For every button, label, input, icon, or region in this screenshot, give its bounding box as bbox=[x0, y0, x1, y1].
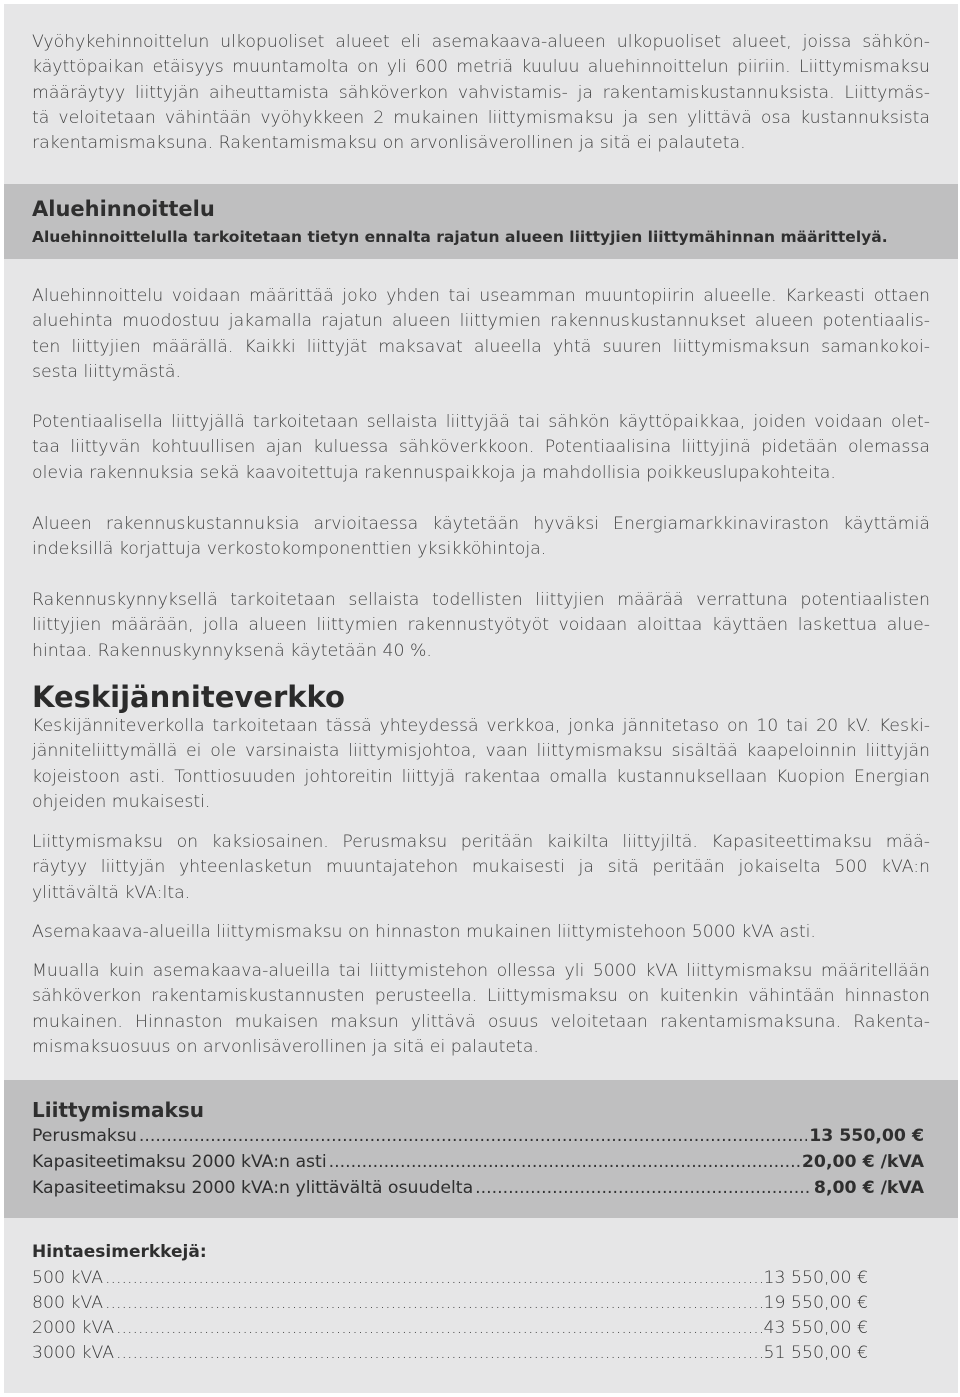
example-row bbox=[32, 1293, 868, 1313]
fee-label: Perusmaksu bbox=[32, 1126, 137, 1146]
liittymismaksu-box bbox=[4, 1080, 958, 1218]
dot-leader bbox=[116, 1343, 762, 1363]
fee-value: 13 550,00 € bbox=[809, 1126, 924, 1146]
dot-leader bbox=[475, 1178, 812, 1198]
keskijannite-heading: Keskijänniteverkko bbox=[32, 680, 345, 714]
example-label: 500 kVA bbox=[32, 1268, 104, 1288]
text-line: Alueen rakennuskustannuksia arvioitaessa käytetään hyväksi Energiamarkkinaviraston käyttämiä bbox=[32, 514, 930, 534]
fees-title: Liittymismaksu bbox=[32, 1098, 204, 1122]
text-line: mukainen. Hinnaston mukaisen maksun ylittävä osuus veloitetaan rakentamismaksuna. Rakenta- bbox=[32, 1011, 930, 1032]
fee-row-kapasiteetti-2000 bbox=[32, 1152, 924, 1172]
examples-title: Hintaesimerkkejä: bbox=[32, 1242, 207, 1262]
text-line: Keskijänniteverkolla tarkoitetaan tässä yhteydessä verkkoa, jonka jännitetaso on 10 tai 20 kV. Keski- bbox=[32, 716, 930, 736]
example-value: 51 550,00 € bbox=[763, 1343, 868, 1363]
text-line: kojeistoon asti. Tonttiosuuden johtoreitin liittyjä rakentaa omalla kustannuksellaan Kuopion Energian bbox=[32, 766, 930, 787]
text-line: Asemakaava-alueilla liittymismaksu on hinnaston mukainen liittymistehoon 5000 kVA asti. bbox=[32, 922, 816, 942]
example-value: 19 550,00 € bbox=[763, 1293, 868, 1313]
keskijannite-paragraph-1 bbox=[32, 714, 930, 815]
text-line: mismaksuosuus on arvonlisäverollinen ja sitä ei palauteta. bbox=[32, 1036, 539, 1057]
text-line: räytyy liittyjän yhteenlasketun muuntajatehon mukaisesti ja sitä peritään jokaiselta 500 kVA:n bbox=[32, 857, 930, 878]
aluehinnoittelu-paragraph-2 bbox=[32, 410, 930, 486]
dot-leader bbox=[329, 1152, 800, 1172]
text-line: liittyjien määrään, jolla alueen liittymien rakennustyötyöt voidaan aloittaa käyttäen laskettua alue- bbox=[32, 615, 930, 636]
text-line: sähköverkon rakentamiskustannusten perusteella. Liittymismaksu on kuitenkin vähintään hinnaston bbox=[32, 986, 930, 1007]
fee-label: Kapasiteetimaksu 2000 kVA:n asti bbox=[32, 1152, 327, 1172]
keskijannite-paragraph-4 bbox=[32, 959, 930, 1060]
dot-leader bbox=[116, 1318, 762, 1338]
fee-row-kapasiteetti-ylittava bbox=[32, 1178, 924, 1198]
example-label: 2000 kVA bbox=[32, 1318, 115, 1338]
aluehinnoittelu-paragraph-4 bbox=[32, 588, 930, 664]
example-row bbox=[32, 1343, 868, 1363]
text-line: Potentiaalisella liittyjällä tarkoitetaan sellaista liittyjää tai sähkön käyttöpaikkaa, joiden voidaan olet- bbox=[32, 412, 930, 432]
text-line: jänniteliittymällä ei ole varsinaista liittymisjohtoa, vaan liittymismaksu sisältää kaapeloinnin liittyjän bbox=[32, 741, 930, 762]
text-line: Liittymismaksu on kaksiosainen. Perusmaksu peritään kaikilta liittyjiltä. Kapasiteettimaksu mää- bbox=[32, 832, 930, 852]
example-value: 43 550,00 € bbox=[763, 1318, 868, 1338]
keskijannite-paragraph-2 bbox=[32, 830, 930, 906]
text-line: indeksillä korjattuja verkostokomponenttien yksikköhintoja. bbox=[32, 539, 547, 560]
text-line: aluehinta muodostuu jakamalla rajatun alueen liittymien rakennuskustannukset alueen potentiaalis- bbox=[32, 311, 930, 332]
text-line: sesta liittymästä. bbox=[32, 361, 181, 382]
aluehinnoittelu-box bbox=[4, 184, 958, 259]
text-line: Vyöhykehinnoittelun ulkopuoliset alueet eli asemakaava-alueen ulkopuoliset alueet, joissa sähkön- bbox=[32, 32, 930, 52]
fee-value: 8,00 € /kVA bbox=[813, 1178, 924, 1198]
example-row bbox=[32, 1318, 868, 1338]
aluehinnoittelu-paragraph-3 bbox=[32, 512, 930, 563]
dot-leader bbox=[139, 1126, 807, 1146]
section-title: Aluehinnoittelu bbox=[32, 197, 215, 221]
text-line: käyttöpaikan etäisyys muuntamolta on yli 600 metriä kuuluu aluehinnoittelun piiriin. Liittymismaksu bbox=[32, 57, 930, 78]
dot-leader bbox=[105, 1293, 762, 1313]
fee-row-perusmaksu bbox=[32, 1126, 924, 1146]
example-value: 13 550,00 € bbox=[763, 1268, 868, 1288]
text-line: määräytyy liittyjän aiheuttamista sähköverkon vahvistamis- ja rakentamiskustannuksista. Liittymäs- bbox=[32, 82, 930, 103]
example-label: 800 kVA bbox=[32, 1293, 104, 1313]
text-line: Aluehinnoittelu voidaan määrittää joko yhden tai useamman muuntopiirin alueelle. Karkeasti ottaen bbox=[32, 286, 930, 306]
dot-leader bbox=[105, 1268, 762, 1288]
example-row bbox=[32, 1268, 868, 1288]
aluehinnoittelu-paragraph-1 bbox=[32, 284, 930, 385]
fee-value: 20,00 € /kVA bbox=[801, 1152, 924, 1172]
intro-paragraph bbox=[32, 30, 930, 156]
fee-label: Kapasiteetimaksu 2000 kVA:n ylittävältä osuudelta bbox=[32, 1178, 474, 1198]
section-subtitle: Aluehinnoittelulla tarkoitetaan tietyn ennalta rajatun alueen liittyjien liittymähinnan määrittelyä. bbox=[32, 228, 888, 246]
text-line: ten liittyjien määrällä. Kaikki liittyjät maksavat alueella yhtä suuren liittymismaksun samankokoi- bbox=[32, 336, 930, 357]
text-line: taa liittyvän kohtuullisen ajan kuluessa sähköverkkoon. Potentiaalisina liittyjinä pidetään olemassa bbox=[32, 437, 930, 458]
text-line: Muualla kuin asemakaava-alueilla tai liittymistehon ollessa yli 5000 kVA liittymismaksu määritellään bbox=[32, 961, 930, 981]
document-page bbox=[4, 4, 958, 1393]
text-line: ohjeiden mukaisesti. bbox=[32, 791, 211, 812]
example-label: 3000 kVA bbox=[32, 1343, 115, 1363]
text-line: rakentamismaksuna. Rakentamismaksu on arvonlisäverollinen ja sitä ei palauteta. bbox=[32, 133, 746, 154]
text-line: ylittävältä kVA:lta. bbox=[32, 882, 191, 903]
text-line: Rakennuskynnyksellä tarkoitetaan sellaista todellisten liittyjien määrää verrattuna potentiaalisten bbox=[32, 590, 930, 610]
keskijannite-paragraph-3 bbox=[32, 920, 930, 945]
text-line: hintaa. Rakennuskynnyksenä käytetään 40 %. bbox=[32, 640, 432, 661]
text-line: olevia rakennuksia sekä kaavoitettuja rakennuspaikkoja ja mahdollisia poikkeuslupakohteita. bbox=[32, 462, 836, 483]
text-line: tä veloitetaan vähintään vyöhykkeen 2 mukainen liittymismaksu ja sen ylittävä osa kustannuksista bbox=[32, 107, 930, 128]
